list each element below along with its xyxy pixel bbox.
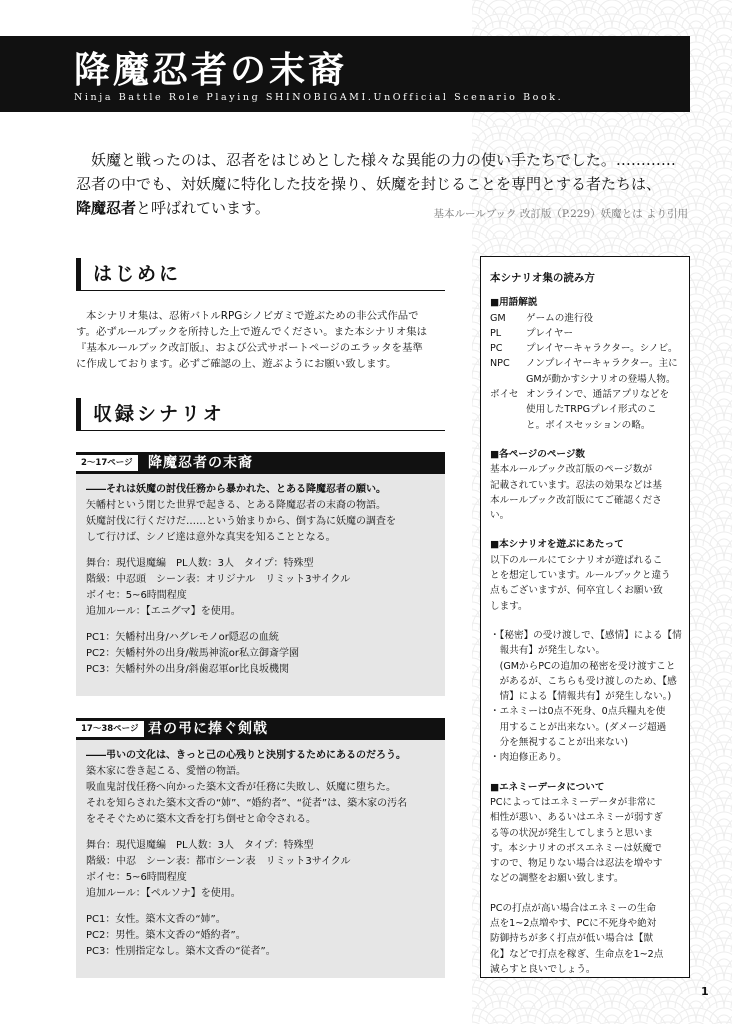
- sidebar-title: 本シナリオ集の読み方: [490, 272, 595, 284]
- hajimeni-text: [76, 308, 450, 372]
- sidebar-text-line: い。: [490, 510, 510, 522]
- glossary-entry-cont: と。ボイスセッションの略。: [526, 419, 651, 431]
- sidebar-text-line: 減らすと良いでしょう。: [490, 963, 596, 975]
- scenario-spec-line: 追加ルール：【エニグマ】を使用。: [86, 606, 241, 617]
- title-banner: [0, 36, 690, 112]
- rule-line: があるが、こちらも受け渡しのため、【感: [490, 675, 677, 687]
- sidebar-text-line: すので、物足りない場合は忍法を増やす: [490, 858, 663, 870]
- glossary-entry: ボイセ オンラインで、通話アプリなどを: [490, 389, 670, 401]
- intro-term: 降魔忍者: [76, 199, 137, 217]
- scenario-1-pages: 2～17ページ: [76, 455, 138, 471]
- scenario-1-title-bar: [76, 452, 445, 474]
- reading-guide-sidebar: [480, 256, 690, 978]
- rule-line: (GMからPCの追加の秘密を受け渡すこと: [490, 660, 676, 672]
- scenario-desc-line: して行けば、シノビ達は意外な真実を知ることとなる。: [86, 532, 336, 543]
- scenario-pc-line: PC2：矢幡村外の出身/鞍馬神流or私立御斎学園: [86, 648, 299, 659]
- text-line: に作成しております。必ずご確認の上、遊ぶようにお願い致します。: [76, 358, 397, 370]
- sidebar-text-line: 相性が悪い、あるいはエネミーが弱すぎ: [490, 812, 663, 824]
- glossary-entry: NPC ノンプレイヤーキャラクター。主に: [490, 358, 678, 370]
- text-line: 『基本ルールブック改訂版』、および公式サポートページのエラッタを基準: [76, 342, 423, 354]
- rule-line: ・エネミーは0点不死身、0点兵糧丸を使: [490, 706, 666, 718]
- sidebar-text-line: します。: [490, 600, 528, 612]
- sidebar-text-line: 防御持ちが多く打点が低い場合は【獣: [490, 933, 654, 945]
- scenario-2-title-bar: [76, 718, 445, 740]
- intro-citation: 基本ルールブック 改訂版（P.229）妖魔とは より引用: [433, 208, 688, 220]
- intro-line-3: 降魔忍者と呼ばれています。: [76, 199, 270, 217]
- glossary-entry-cont: GMが動かすシナリオの登場人物。: [526, 373, 676, 385]
- sidebar-text-line: とを想定しています。ルールブックと違う: [490, 570, 671, 582]
- sidebar-text-line: 本ルールブック改訂版にてご確認くださ: [490, 494, 662, 506]
- glossary-heading: ■用語解説: [490, 297, 538, 309]
- glossary-entry: PC プレイヤーキャラクター。シノビ。: [490, 343, 678, 355]
- scenario-desc-line: をそそぐために築木文香を打ち倒せと命令される。: [86, 814, 316, 825]
- sidebar-text-line: 基本ルールブック改訂版のページ数が: [490, 464, 653, 476]
- scenario-1-name: 降魔忍者の末裔: [148, 455, 253, 471]
- play-heading: ■本シナリオを遊ぶにあたって: [490, 539, 624, 551]
- heading-shuroku: 収録シナリオ: [76, 398, 225, 430]
- scenario-1-tagline: ――それは妖魔の討伐任務から暴かれた、とある降魔忍者の願い。: [86, 484, 386, 495]
- rule-line: 情】による【情報共有】が発生しない。): [490, 691, 672, 703]
- scenario-1-box: [76, 474, 445, 696]
- scenario-pc-line: PC3：性別指定なし。築木文香の“従者”。: [86, 946, 276, 957]
- pages-heading: ■各ページのページ数: [490, 448, 586, 460]
- rule-line: 用することが出来ない。(ダメージ超過: [490, 721, 667, 733]
- sidebar-text-line: PCによってはエネミーデータが非常に: [490, 796, 656, 808]
- scenario-desc-line: 吸血鬼討伐任務へ向かった築木文香が任務に失敗し、妖魔に堕ちた。: [86, 782, 396, 793]
- scenario-pc-line: PC3：矢幡村外の出身/斜歯忍軍or比良坂機関: [86, 664, 289, 675]
- heading-underline: [76, 430, 445, 431]
- sidebar-text-line: 記載されています。忍法の効果などは基: [490, 479, 662, 491]
- scenario-spec-line: ボイセ：5~6時間程度: [86, 872, 187, 883]
- book-subtitle: Ninja Battle Role Playing SHINOBIGAMI.UnOfficial Scenario Book.: [74, 92, 564, 103]
- page-number: 1: [701, 985, 709, 998]
- intro-line-1: 妖魔と戦ったのは、忍者をはじめとした様々な異能の力の使い手たちでした。…………: [91, 151, 676, 169]
- scenario-2-box: [76, 740, 445, 978]
- sidebar-text-line: などの調整をお願い致します。: [490, 873, 624, 885]
- scenario-spec-line: 階級：中忍頭 シーン表：オリジナル リミット3サイクル: [86, 574, 351, 585]
- rule-line: ・【秘密】の受け渡しで、【感情】による【情: [490, 629, 682, 641]
- scenario-desc-line: 妖魔討伐に行くだけだ……という始まりから、倒す為に妖魔の調査を: [86, 516, 396, 527]
- sidebar-text-line: す。本シナリオのボスエネミーは妖魔で: [490, 842, 662, 854]
- scenario-2-tagline: ――弔いの文化は、きっと己の心残りと決別するためにあるのだろう。: [86, 750, 406, 761]
- glossary-entry: GM ゲームの進行役: [490, 312, 594, 324]
- sidebar-text-line: 点を1~2点増やす、PCに不死身や絶対: [490, 917, 657, 929]
- heading-underline: [76, 290, 445, 291]
- text-line: す。必ずルールブックを所持した上で遊んでください。また本シナリオ集は: [76, 326, 427, 338]
- scenario-pc-line: PC1：矢幡村出身/ハグレモノor隠忍の血統: [86, 632, 279, 643]
- scenario-desc-line: それを知らされた築木文香の“姉”、“婚約者”、“従者”は、築木家の汚名: [86, 798, 408, 809]
- sidebar-text-line: PCの打点が高い場合はエネミーの生命: [490, 902, 656, 914]
- scenario-spec-line: 階級：中忍 シーン表：都市シーン表 リミット3サイクル: [86, 856, 351, 867]
- sidebar-text-line: 化】などで打点を稼ぎ、生命点を1~2点: [490, 948, 664, 960]
- glossary-entry: PL プレイヤー: [490, 327, 574, 339]
- rule-line: 分を無視することが出来ない): [490, 737, 629, 749]
- glossary-entry-cont: 使用したTRPGプレイ形式のこ: [526, 404, 657, 416]
- sidebar-text-line: 点もございますが、何卒宜しくお願い致: [490, 585, 663, 597]
- scenario-spec-line: 舞台：現代退魔編 PL人数：3人 タイプ：特殊型: [86, 840, 314, 851]
- intro-line-2: 忍者の中でも、対妖魔に特化した技を操り、妖魔を封じることを専門とする者たちは、: [76, 175, 662, 193]
- scenario-pc-line: PC2：男性。築木文香の“婚約者”。: [86, 930, 246, 941]
- scenario-spec-line: 舞台：現代退魔編 PL人数：3人 タイプ：特殊型: [86, 558, 314, 569]
- scenario-pc-line: PC1：女性。築木文香の“姉”。: [86, 914, 226, 925]
- heading-hajimeni: はじめに: [76, 258, 181, 290]
- rule-line: 報共有】が発生しない。: [490, 645, 606, 657]
- scenario-desc-line: 矢幡村という閉じた世界で起きる、とある降魔忍者の末裔の物語。: [86, 500, 386, 511]
- scenario-2-pages: 17～38ページ: [76, 721, 144, 737]
- scenario-2-name: 君の弔に捧ぐ剣戟: [148, 721, 268, 737]
- book-title: 降魔忍者の末裔: [74, 49, 348, 91]
- scenario-spec-line: ボイセ：5~6時間程度: [86, 590, 187, 601]
- scenario-desc-line: 築木家に巻き起こる、愛憎の物語。: [86, 766, 246, 777]
- sidebar-text-line: る等の状況が発生してしまうと思いま: [490, 827, 654, 839]
- rule-line: ・肉迫修正あり。: [490, 752, 567, 764]
- sidebar-text-line: 以下のルールにてシナリオが遊ばれるこ: [490, 554, 663, 566]
- enemy-heading: ■エネミーデータについて: [490, 781, 605, 793]
- intro-quote: [76, 148, 696, 220]
- scenario-spec-line: 追加ルール：【ペルソナ】を使用。: [86, 888, 241, 899]
- text-line: 本シナリオ集は、忍術バトルRPGシノビガミで遊ぶための非公式作品で: [86, 310, 419, 322]
